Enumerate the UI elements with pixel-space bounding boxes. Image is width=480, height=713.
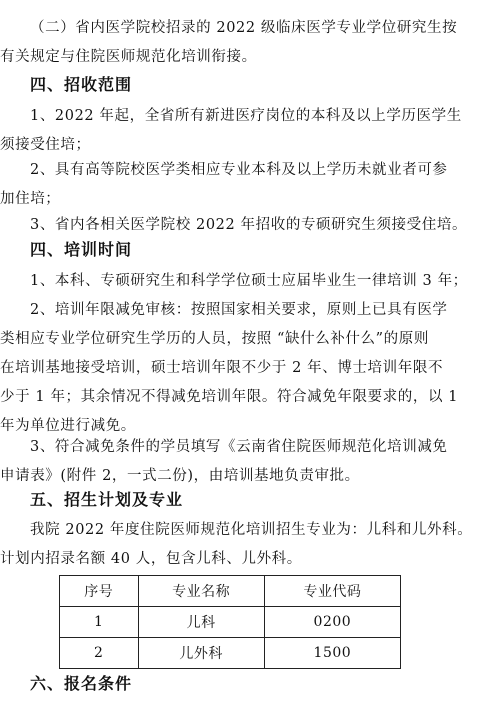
duration-item-2	[0, 296, 480, 441]
text-line: 3、省内各相关医学院校 2022 年招收的专硕研究生须接受住培。	[30, 217, 468, 233]
table-header-row	[60, 576, 401, 607]
table-cell-index: 2	[60, 638, 139, 669]
column-header-major-code: 专业代码	[264, 576, 400, 607]
duration-item-1	[0, 267, 480, 296]
table-cell-major-code: 0200	[264, 607, 400, 638]
text-line: （二）省内医学院校招录的 2022 级临床医学专业学位研究生按	[30, 20, 458, 36]
text-line: 计划内招录名额 40 人，包含儿科、儿外科。	[0, 551, 302, 567]
table-cell-major-code: 1500	[264, 638, 400, 669]
table-cell-major-name: 儿外科	[138, 638, 264, 669]
text-line: 须接受住培；	[0, 137, 91, 153]
text-line: 1、2022 年起，全省所有新进医疗岗位的本科及以上学历医学生	[30, 108, 462, 124]
text-line: 2、培训年限减免审核：按照国家相关要求，原则上已具有医学	[30, 302, 448, 318]
text-line: 申请表》(附件 2，一式二份)，由培训基地负责审批。	[0, 468, 360, 484]
table-cell-major-name: 儿科	[138, 607, 264, 638]
table-cell-index: 1	[60, 607, 139, 638]
text-line: 3、符合减免条件的学员填写《云南省住院医师规范化培训减免	[30, 439, 448, 455]
text-line: 年为单位进行减免。	[0, 418, 136, 434]
table-row	[60, 607, 401, 638]
section-heading-requirements: 六、报名条件	[30, 674, 133, 693]
majors-table	[59, 575, 401, 669]
intro-paragraph	[0, 14, 480, 72]
text-line: 有关规定与住院医师规范化培训衔接。	[0, 49, 257, 65]
text-line: 1、本科、专硕研究生和科学学位硕士应届毕业生一律培训 3 年；	[30, 273, 468, 289]
table-row	[60, 638, 401, 669]
duration-item-3	[0, 433, 480, 491]
section-heading-enrollment-scope: 四、招收范围	[30, 75, 133, 94]
text-line: 我院 2022 年度住院医师规范化培训招生专业为：儿科和儿外科。	[30, 522, 473, 538]
enrollment-item-1	[0, 102, 480, 160]
text-line: 类相应专业学位研究生学历的人员，按照 “缺什么补什么”的原则	[0, 331, 429, 347]
text-line: 加住培；	[0, 191, 61, 207]
plan-paragraph	[0, 516, 480, 574]
section-heading-training-duration: 四、培训时间	[30, 240, 133, 259]
column-header-major-name: 专业名称	[138, 576, 264, 607]
column-header-index: 序号	[60, 576, 139, 607]
text-line: 2、具有高等院校医学类相应专业本科及以上学历未就业者可参	[30, 162, 448, 178]
text-line: 在培训基地接受培训，硕士培训年限不少于 2 年、博士培训年限不	[0, 360, 444, 376]
enrollment-item-2	[0, 156, 480, 214]
text-line: 少于 1 年；其余情况不得减免培训年限。符合减免年限要求的，以 1	[0, 389, 459, 405]
section-heading-enrollment-plan: 五、招生计划及专业	[30, 490, 184, 509]
